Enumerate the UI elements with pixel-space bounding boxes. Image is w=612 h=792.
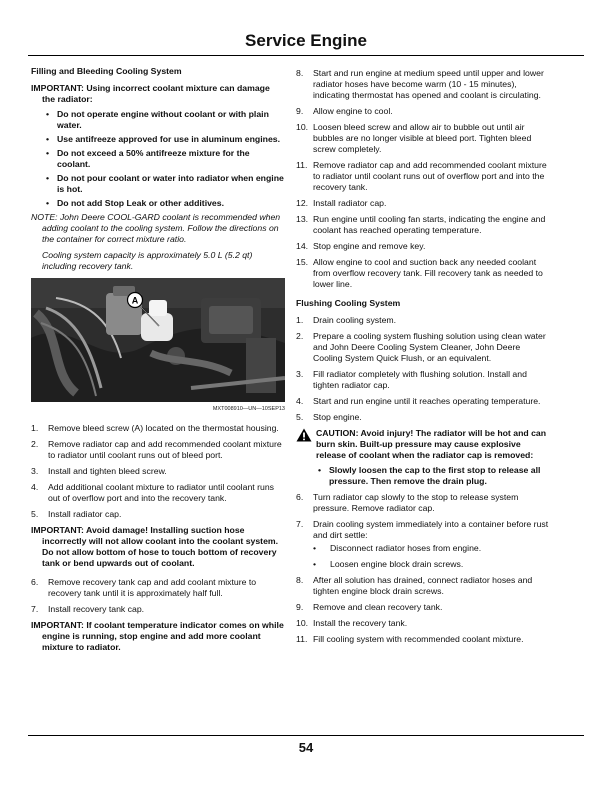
caution-text: CAUTION: Avoid injury! The radiator will be hot and can burn skin. Built-up pressure may cause explosive release of coolant when the radiator cap is removed: [316, 428, 547, 460]
step-text: Prepare a cooling system flushing solution using clean water and John Deere Cooling System Cleaner, John Deere Cooling System Quick Flush, or an equivalent. [313, 331, 546, 363]
step-number: 4. [296, 396, 304, 406]
step-number: 9. [296, 602, 304, 612]
coolant-warning-list [31, 109, 285, 209]
step-number: 12. [296, 198, 309, 208]
step-text: Loosen bleed screw and allow air to bubble out until air bubbles are no longer visible at bleed port. Tighten bleed screw completely. [313, 122, 532, 154]
flushing-steps-part2 [296, 492, 550, 645]
step-number: 1. [296, 315, 304, 325]
step-item [296, 198, 550, 209]
step-number: 11. [296, 160, 308, 170]
page-title: Service Engine [245, 31, 367, 50]
step-item [296, 634, 550, 645]
step-text: Install radiator cap. [313, 198, 387, 208]
step-number: 13. [296, 214, 309, 224]
step-item [296, 214, 550, 236]
step-text: Fill radiator completely with flushing solution. Install and tighten radiator cap. [313, 369, 527, 390]
step-item [296, 331, 550, 364]
step-text: Start and run engine until it reaches operating temperature. [313, 396, 541, 406]
step-item [296, 122, 550, 155]
step-item [31, 423, 285, 434]
step-number: 2. [296, 331, 304, 341]
step-number: 3. [31, 466, 39, 476]
step-number: 4. [31, 482, 39, 492]
step-number: 5. [296, 412, 304, 422]
step-text: Run engine until cooling fan starts, indicating the engine and coolant has reached operating temperature. [313, 214, 546, 235]
engine-photo-illustration [31, 278, 285, 402]
important-notice-temperature: IMPORTANT: If coolant temperature indicator comes on while engine is running, stop engine and add more coolant mixture to radiator. [31, 620, 284, 652]
step-text: Remove radiator cap and add recommended coolant mixture to radiator until coolant runs out of overflow port and into the recovery tank. [313, 160, 547, 192]
step-item [31, 509, 285, 520]
callout-label-a: A [131, 295, 139, 306]
step-item [31, 577, 285, 599]
left-column [31, 66, 285, 661]
step-number: 8. [296, 575, 304, 585]
step-text: Install and tighten bleed screw. [48, 466, 167, 476]
step-number: 7. [296, 519, 304, 529]
header-rule [28, 55, 584, 56]
step-number: 11. [296, 634, 308, 644]
step-text: Turn radiator cap slowly to the stop to release system pressure. Remove radiator cap. [313, 492, 519, 513]
step-item [296, 575, 550, 597]
step-item [296, 106, 550, 117]
important-notice-coolant: IMPORTANT: Using incorrect coolant mixture can damage the radiator: [31, 83, 270, 104]
step-text: Install the recovery tank. [313, 618, 408, 628]
step-text: Remove and clean recovery tank. [313, 602, 443, 612]
warning-bullet: • Use antifreeze approved for use in aluminum engines. [57, 134, 285, 145]
sub-bullet: • Disconnect radiator hoses from engine. [313, 543, 550, 554]
warning-bullet: • Do not exceed a 50% antifreeze mixture for the coolant. [57, 148, 285, 170]
warning-bullet: • Do not add Stop Leak or other additives. [57, 198, 285, 209]
step-text: Install radiator cap. [48, 509, 122, 519]
step-number: 10. [296, 122, 309, 132]
step-number: 9. [296, 106, 304, 116]
step-text: Drain cooling system. [313, 315, 397, 325]
step-text: Start and run engine at medium speed until upper and lower radiator hoses have become warm (10 - 15 minutes), indicating thermostat has opened and coolant is circulating. [313, 68, 544, 100]
step-item [296, 315, 550, 326]
step-item [31, 439, 285, 461]
step-number: 5. [31, 509, 39, 519]
step-item [31, 482, 285, 504]
step-item [296, 492, 550, 514]
step-number: 6. [296, 492, 304, 502]
step-text: Remove bleed screw (A) located on the thermostat housing. [48, 423, 279, 433]
step-item [296, 519, 550, 570]
page-number: 54 [298, 740, 314, 755]
filling-steps-part3 [296, 68, 550, 290]
warning-bullet: • Do not pour coolant or water into radiator when engine is hot. [57, 173, 285, 195]
drain-sub-list [313, 543, 550, 570]
note-capacity: Cooling system capacity is approximately 5.0 L (5.2 qt) including recovery tank. [42, 250, 253, 271]
caution-bullet: • Slowly loosen the cap to the first stop to release all pressure. Then remove the drain plug. [329, 465, 550, 487]
step-text: Fill cooling system with recommended coolant mixture. [313, 634, 524, 644]
filling-steps-part1 [31, 423, 285, 520]
step-item [31, 604, 285, 615]
step-text: Add additional coolant mixture to radiator until coolant runs out of overflow port and into the recovery tank. [48, 482, 275, 503]
step-number: 15. [296, 257, 309, 267]
step-number: 6. [31, 577, 39, 587]
step-text: Allow engine to cool and suction back any needed coolant from overflow recovery tank. Fill recovery tank as needed to lower line. [313, 257, 543, 289]
step-item [296, 160, 550, 193]
section-heading-filling: Filling and Bleeding Cooling System [31, 66, 182, 76]
step-item [296, 602, 550, 613]
step-item [296, 257, 550, 290]
step-number: 14. [296, 241, 309, 251]
step-text: Drain cooling system immediately into a container before rust and dirt settle: [313, 519, 549, 540]
step-text: Remove recovery tank cap and add coolant mixture to recovery tank until it is approximately half full. [48, 577, 257, 598]
step-text: Install recovery tank cap. [48, 604, 145, 614]
step-number: 2. [31, 439, 39, 449]
step-number: 7. [31, 604, 39, 614]
step-text: Allow engine to cool. [313, 106, 393, 116]
step-text: After all solution has drained, connect radiator hoses and tighten engine block drain screws. [313, 575, 533, 596]
step-text: Stop engine. [313, 412, 362, 422]
caution-block [296, 428, 550, 487]
flushing-steps-part1 [296, 315, 550, 423]
step-item [296, 241, 550, 252]
warning-triangle-icon [296, 428, 312, 442]
step-number: 10. [296, 618, 309, 628]
step-item [296, 618, 550, 629]
figure-caption: MXT008910—UN—10SEP13 [212, 406, 285, 412]
important-notice-suction-hose: IMPORTANT: Avoid damage! Installing suction hose incorrectly will not allow coolant into the coolant system. Do not allow bottom of hose to touch bottom of recovery tank or bend upwards out of coolant. [31, 525, 279, 568]
step-item [296, 369, 550, 391]
note-coolant: NOTE: John Deere COOL-GARD coolant is recommended when adding coolant to the cooling system. Follow the directions on the container for correct mixture ratio. [31, 212, 281, 244]
section-heading-flushing: Flushing Cooling System [296, 298, 401, 308]
footer-rule [28, 735, 584, 736]
filling-steps-part2 [31, 577, 285, 615]
engine-photo [31, 278, 285, 402]
step-item [296, 412, 550, 423]
sub-bullet: • Loosen engine block drain screws. [313, 559, 550, 570]
step-text: Stop engine and remove key. [313, 241, 426, 251]
warning-bullet: • Do not operate engine without coolant or with plain water. [57, 109, 285, 131]
step-number: 3. [296, 369, 304, 379]
caution-bullets [316, 465, 550, 487]
step-item [296, 396, 550, 407]
step-item [296, 68, 550, 101]
step-text: Remove radiator cap and add recommended coolant mixture to radiator until coolant runs out of bleed port. [48, 439, 282, 460]
right-column [296, 68, 550, 650]
step-number: 1. [31, 423, 39, 433]
step-number: 8. [296, 68, 304, 78]
step-item [31, 466, 285, 477]
